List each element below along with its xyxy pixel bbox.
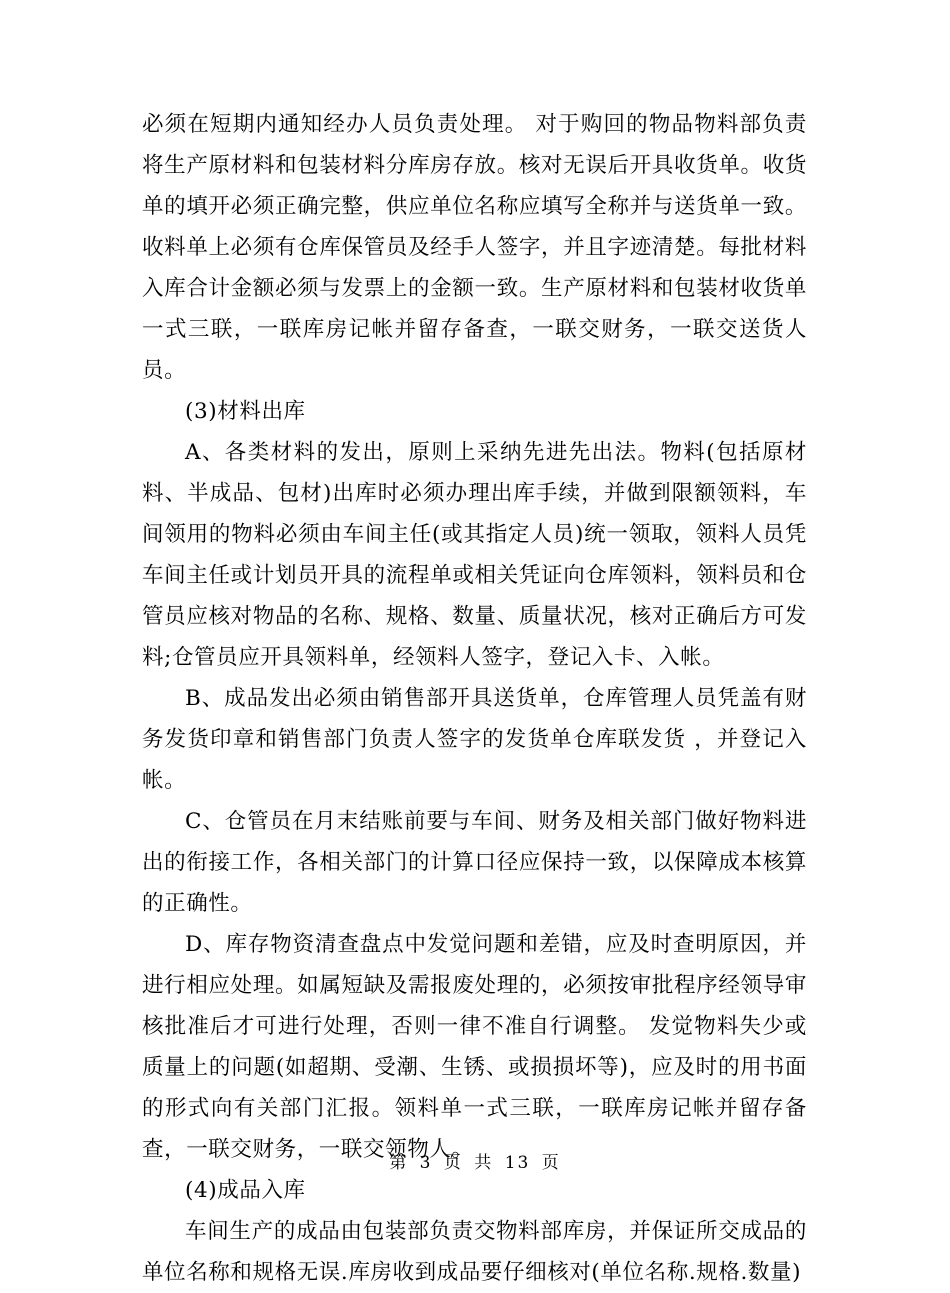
paragraph-item-d: D、库存物资清查盘点中发觉问题和差错，应及时查明原因，并进行相应处理。如属短缺及需报废处理的，必须按审批程序经领导审核批准后才可进行处理，否则一律不准自行调整。 发觉物料失少或质量上的问题(如超期、受潮、生锈、或损损坏等)，应及时的用书面的形式向有关部门汇报。领料单一式三联，一联库房记帐并留存备查，一联交财务，一联交领物人。 [142, 932, 807, 1162]
section-heading-finished-goods-inbound: (4)成品入库 [185, 1178, 306, 1203]
paragraph-item-c: C、仓管员在月末结账前要与车间、财务及相关部门做好物料进出的衔接工作，各相关部门的计算口径应保持一致，以保障成本核算的正确性。 [142, 809, 807, 916]
paragraph-receiving-continued: 必须在短期内通知经办人员负责处理。 对于购回的物品物料部负责将生产原材料和包装材料分库房存放。核对无误后开具收货单。收货单的填开必须正确完整，供应单位名称应填写全称并与送货单一致。收料单上必须有仓库保管员及经手人签字，并且字迹清楚。每批材料入库合计金额必须与发票上的金额一致。生产原材料和包装材收货单一式三联，一联库房记帐并留存备查，一联交财务，一联交送货人员。 [142, 112, 807, 383]
page-footer: 第 3 页 共 13 页 [389, 1153, 561, 1173]
document-body [142, 104, 807, 1293]
paragraph-finished-goods: 车间生产的成品由包装部负责交物料部库房，并保证所交成品的单位名称和规格无误.库房收到成品要仔细核对(单位名称.规格.数量) [142, 1219, 807, 1285]
section-heading-material-outbound: (3)材料出库 [185, 399, 306, 424]
paragraph-item-a: A、各类材料的发出，原则上采纳先进先出法。物料(包括原材料、半成品、包材)出库时必须办理出库手续，并做到限额领料，车间领用的物料必须由车间主任(或其指定人员)统一领取，领料人员凭车间主任或计划员开具的流程单或相关凭证向仓库领料，领料员和仓管员应核对物品的名称、规格、数量、质量状况，核对正确后方可发料;仓管员应开具领料单，经领料人签字，登记入卡、入帐。 [142, 440, 807, 670]
paragraph-item-b: B、成品发出必须由销售部开具送货单，仓库管理人员凭盖有财务发货印章和销售部门负责人签字的发货单仓库联发货 ，并登记入帐。 [142, 686, 807, 793]
